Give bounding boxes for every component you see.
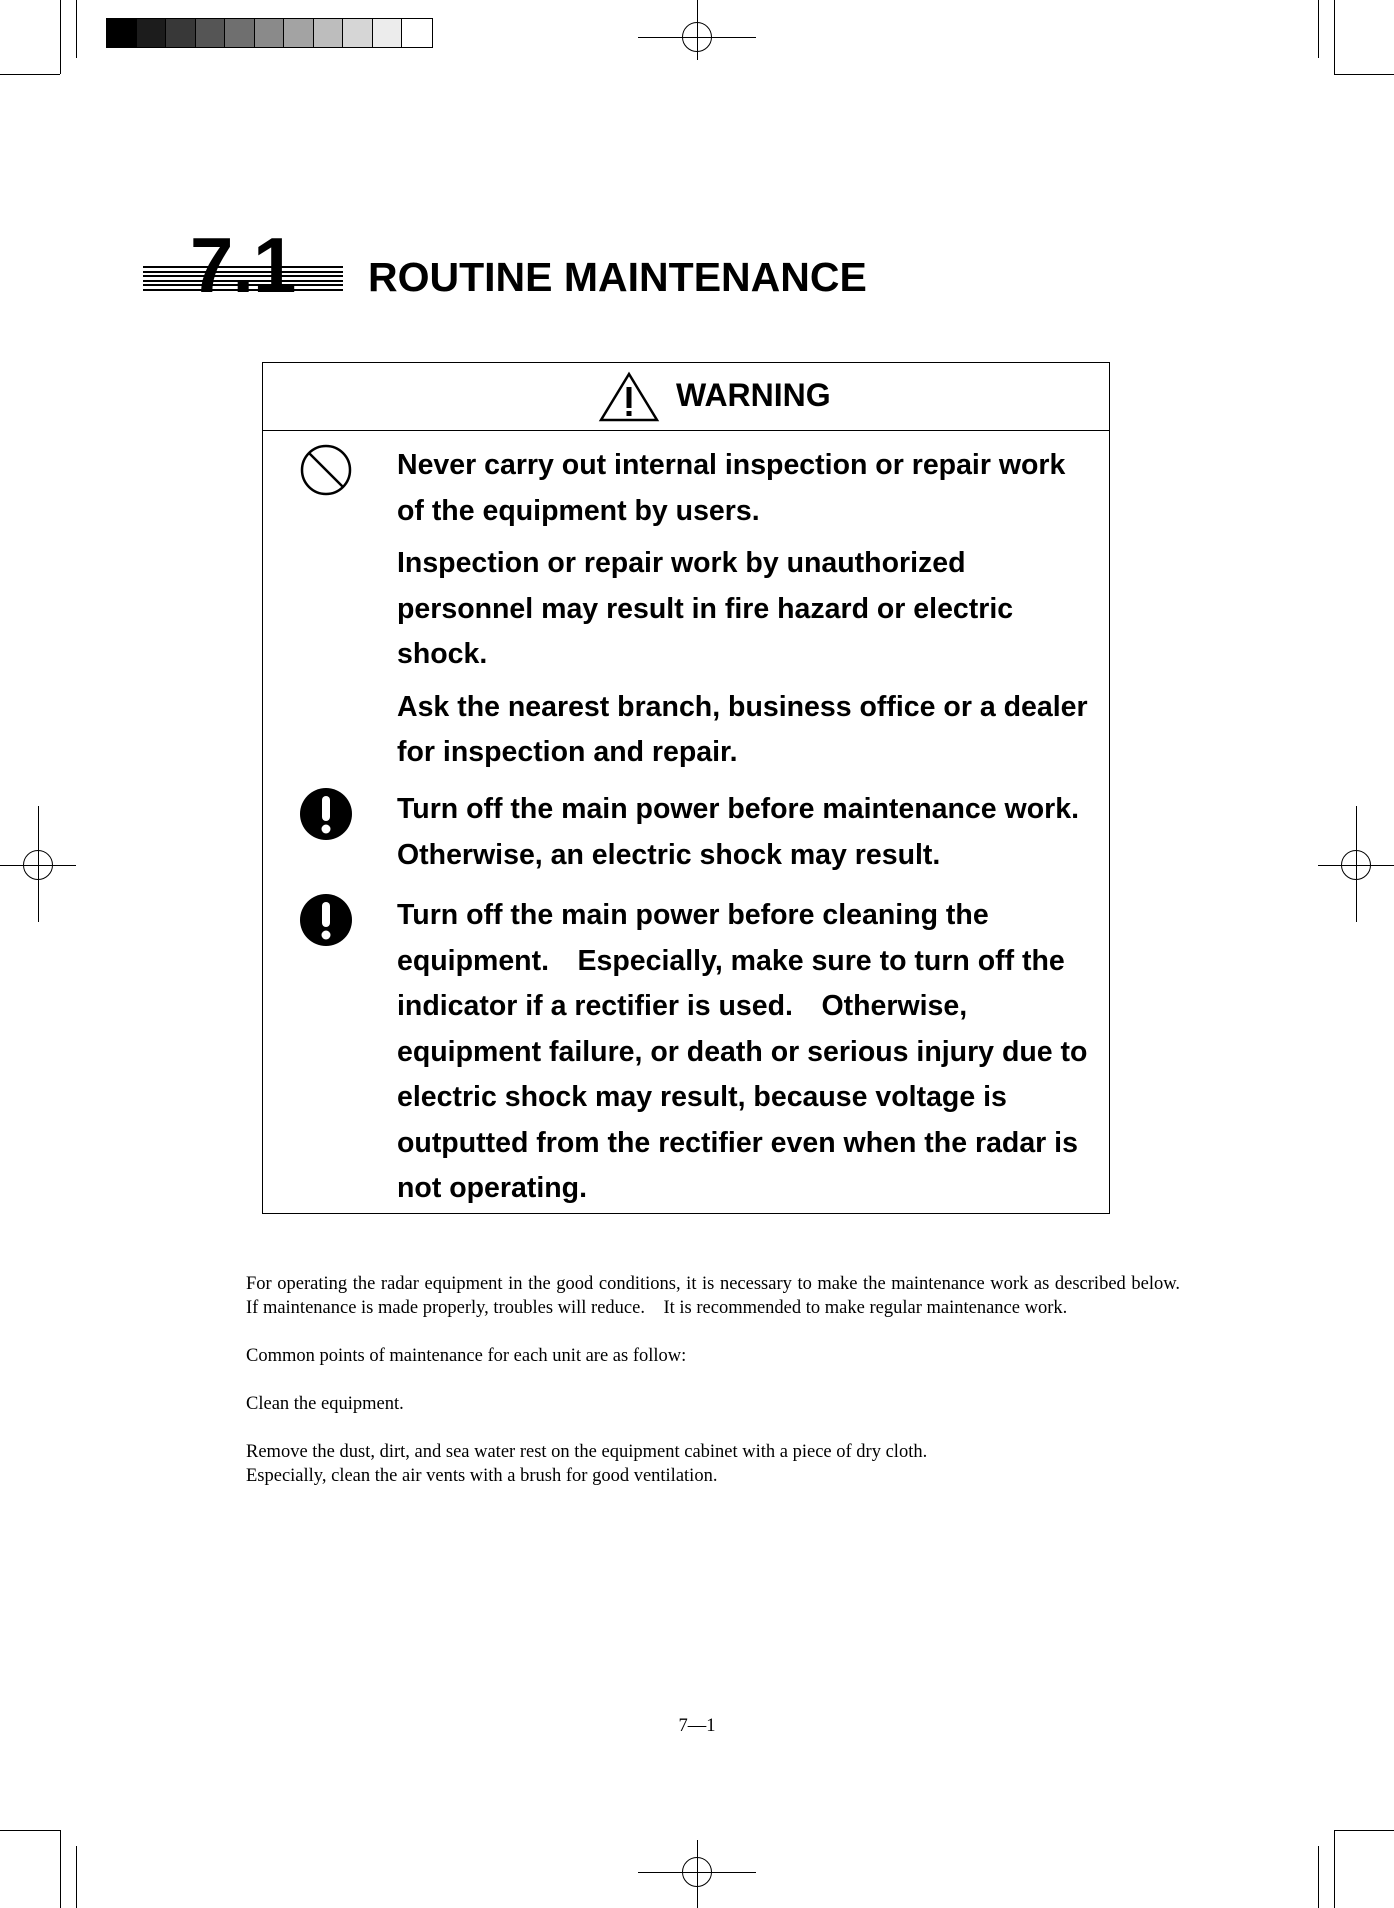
text-line: Never carry out internal inspection or repair work [397, 449, 1066, 481]
page-title: ROUTINE MAINTENANCE [368, 254, 867, 300]
warning-item-2-text [397, 787, 1109, 878]
grayscale-calibration-strip [106, 18, 433, 48]
text-line: electric shock may result, because voltage is [397, 1081, 1007, 1113]
text-line: Ask the nearest branch, business office or a dealer [397, 690, 1088, 723]
intro-paragraph: For operating the radar equipment in the good conditions, it is necessary to make the maintenance work as described below. If maintenance is made properly, troubles will reduce. It is recommended to make regular maintenance work. [246, 1274, 1199, 1318]
text-line: indicator if a rectifier is used. Otherwise, [397, 990, 968, 1022]
text-line: Turn off the main power before maintenance work. [397, 793, 1079, 825]
text-line: equipment. Especially, make sure to turn off the [397, 944, 1065, 977]
warning-item-1-paragraph-2 [397, 541, 1109, 678]
warning-item-1-paragraph-3 [397, 685, 1109, 776]
mandatory-action-icon [299, 787, 353, 841]
common-points-text: Common points of maintenance for each unit are as follow: [246, 1346, 687, 1366]
text-line: Turn off the main power before cleaning the [397, 899, 989, 931]
warning-item-1-paragraph-1 [397, 443, 1109, 534]
text-line: of the equipment by users. [397, 494, 760, 527]
warning-header [263, 363, 1109, 431]
text-line: Inspection or repair work by unauthorized [397, 547, 966, 579]
text-line: outputted from the rectifier even when the radar is [397, 1126, 1078, 1159]
warning-box [262, 362, 1110, 1214]
text-line: for inspection and repair. [397, 736, 738, 768]
text-line: not operating. [397, 1172, 587, 1204]
text-line: shock. [397, 638, 488, 670]
page-number: 7—1 [678, 1716, 716, 1736]
mandatory-action-icon [299, 893, 353, 947]
warning-item-3-text [397, 893, 1109, 1212]
prohibition-icon [299, 443, 353, 497]
text-line: equipment failure, or death or serious injury due to [397, 1035, 1088, 1068]
clean-instruction-1: Remove the dust, dirt, and sea water rest on the equipment cabinet with a piece of dry cloth. [246, 1442, 928, 1462]
text-line: Otherwise, an electric shock may result. [397, 838, 941, 871]
warning-triangle-icon [598, 371, 660, 423]
text-line: personnel may result in fire hazard or electric [397, 592, 1014, 625]
clean-instruction-2: Especially, clean the air vents with a brush for good ventilation. [246, 1466, 718, 1486]
warning-title: WARNING [676, 377, 831, 413]
section-number: 7.1 [190, 221, 296, 309]
warning-item-1-text [397, 443, 1109, 776]
clean-heading: Clean the equipment. [246, 1394, 404, 1414]
